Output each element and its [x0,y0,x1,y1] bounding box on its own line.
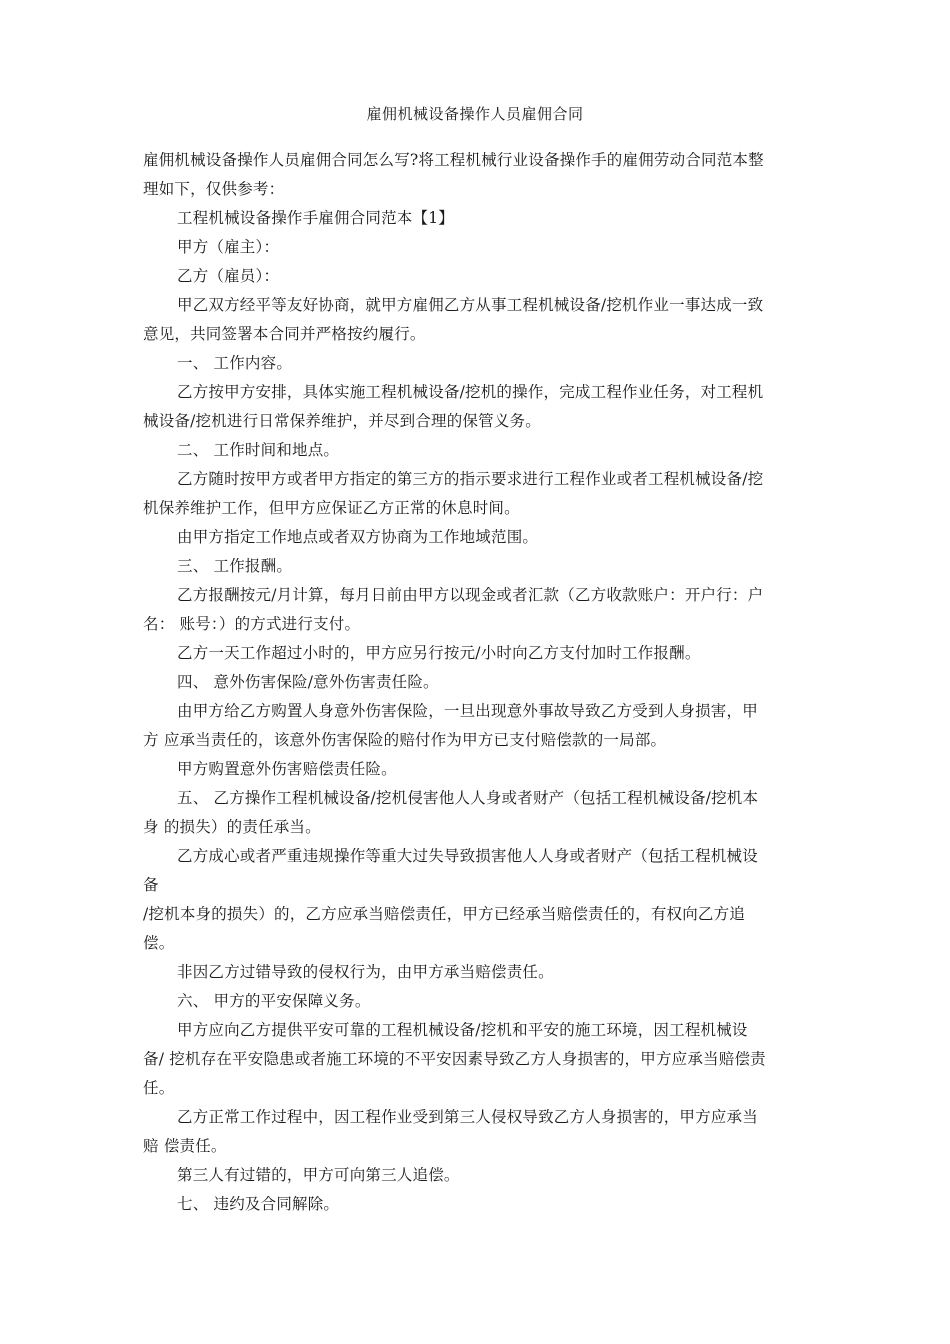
clause-heading: 四、 意外伤害保险/意外伤害责任险。 [177,673,439,691]
text-line: 乙方正常工作过程中，因工程作业受到第三人侵权导致乙方人身损害的，甲方应承当 [177,1108,758,1126]
clause-heading: 一、 工作内容。 [177,354,293,372]
text-line: 雇佣机械设备操作人员雇佣合同怎么写?将工程机械行业设备操作手的雇佣劳动合同范本整 [143,151,764,169]
section-heading: 工程机械设备操作手雇佣合同范本【1】 [177,209,454,227]
text-line: 备/ 挖机存在平安隐患或者施工环境的不平安因素导致乙方人身损害的，甲方应承当赔偿责 [143,1050,766,1068]
text-line: 乙方按甲方安排，具体实施工程机械设备/挖机的操作，完成工程作业任务，对工程机 [177,383,764,401]
clause-heading: 六、 甲方的平安保障义务。 [177,992,371,1010]
text-line: 意见，共同签署本合同并严格按约履行。 [143,325,426,343]
text-line: 任。 [143,1079,175,1097]
clause-heading: 五、 乙方操作工程机械设备/挖机侵害他人人身或者财产（包括工程机械设备/挖机本 [177,789,759,807]
clause-heading: 三、 工作报酬。 [177,557,293,575]
text-line: 乙方报酬按元/月计算，每月日前由甲方以现金或者汇款（乙方收款账户：开户行：户 [177,586,764,604]
text-line: 械设备/挖机进行日常保养维护，并尽到合理的保管义务。 [143,412,541,430]
text-line: 甲方应向乙方提供平安可靠的工程机械设备/挖机和平安的施工环境，因工程机械设 [177,1021,748,1039]
text-line: 方 应承当责任的，该意外伤害保险的赔付作为甲方已支付赔偿款的一局部。 [143,731,667,749]
text-line: 乙方随时按甲方或者甲方指定的第三方的指示要求进行工程作业或者工程机械设备/挖 [177,470,764,488]
text-line: 非因乙方过错导致的侵权行为，由甲方承当赔偿责任。 [177,963,554,981]
text-line: 乙方一天工作超过小时的，甲方应另行按元/小时向乙方支付加时工作报酬。 [177,644,701,662]
text-line: 乙方成心或者严重违规操作等重大过失导致损害他人人身或者财产（包括工程机械设 [177,847,758,865]
text-line: 理如下，仅供参考： [143,180,285,198]
text-line: 由甲方给乙方购置人身意外伤害保险，一旦出现意外事故导致乙方受到人身损害，甲 [177,702,758,720]
text-line: 甲方购置意外伤害赔偿责任险。 [177,760,397,778]
text-line: 由甲方指定工作地点或者双方协商为工作地域范围。 [177,528,539,546]
text-line: 备 [143,876,159,894]
text-line: 赔 偿责任。 [143,1137,227,1155]
text-line: 机保养维护工作，但甲方应保证乙方正常的休息时间。 [143,499,520,517]
document-body [143,146,823,1219]
party-a-label: 甲方（雇主）： [177,238,280,256]
text-line: 名： 账号：）的方式进行支付。 [143,615,361,633]
text-line: 偿。 [143,934,175,952]
document-title: 雇佣机械设备操作人员雇佣合同 [366,105,584,123]
text-line: 甲乙双方经平等友好协商，就甲方雇佣乙方从事工程机械设备/挖机作业一事达成一致 [177,296,764,314]
text-line: /挖机本身的损失）的，乙方应承当赔偿责任，甲方已经承当赔偿责任的，有权向乙方追 [143,905,746,923]
text-line: 身 的损失）的责任承当。 [143,818,321,836]
clause-heading: 二、 工作时间和地点。 [177,441,340,459]
clause-heading: 七、 违约及合同解除。 [177,1195,340,1213]
party-b-label: 乙方（雇员）： [177,267,280,285]
text-line: 第三人有过错的，甲方可向第三人追偿。 [177,1166,460,1184]
